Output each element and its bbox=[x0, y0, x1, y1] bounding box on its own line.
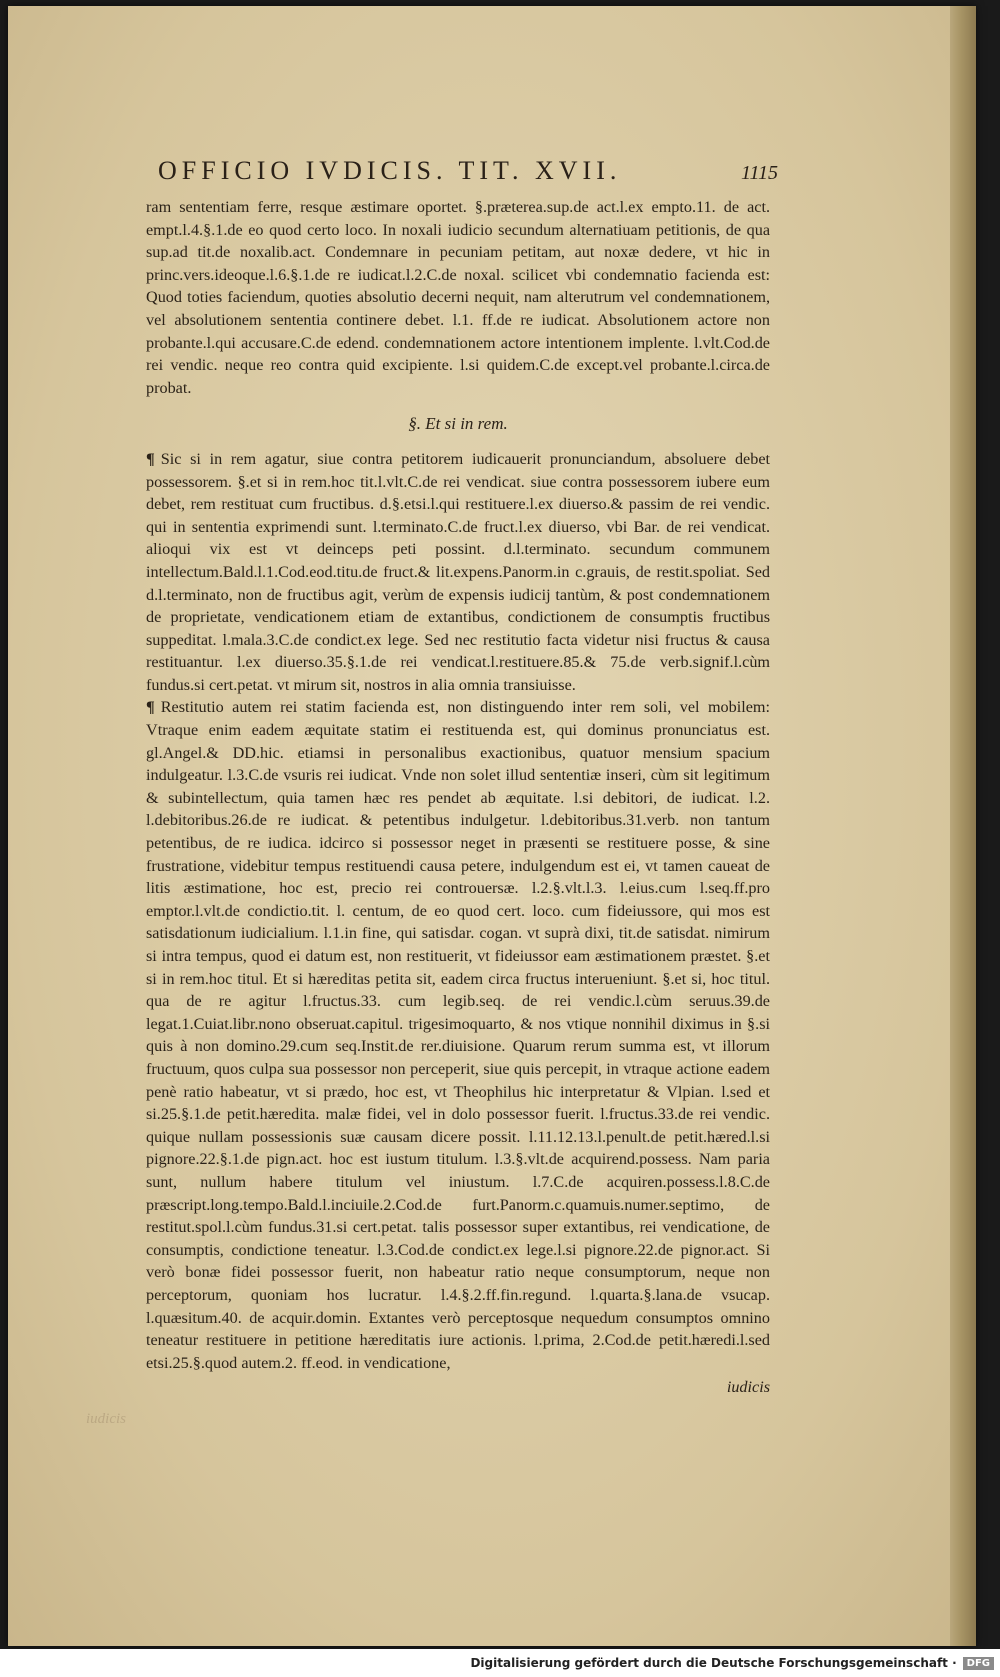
book-page bbox=[8, 6, 976, 1646]
paragraph-2 bbox=[146, 448, 770, 697]
dfg-logo-icon: DFG bbox=[963, 1657, 994, 1670]
page-header bbox=[158, 156, 778, 186]
digitization-footer bbox=[0, 1649, 1000, 1677]
catchword: iudicis bbox=[726, 1378, 770, 1397]
running-title: OFFICIO IVDICIS. TIT. XVII. bbox=[158, 156, 622, 185]
pilcrow-icon: ¶ bbox=[146, 449, 155, 468]
paragraph-3 bbox=[146, 696, 770, 1374]
paragraph-3-text: Restitutio autem rei statim facienda est, non distinguendo inter rem soli, vel mobilem: Vtraque enim eadem æquitate statim ei restituenda est, qui dominus pronunciatus est. gl.Angel.& DD.hic. etiamsi in personalibus exactionibus, quatuor mensium spacium indulgeatur. l.3.C.de vsuris rei iudicat. Vnde non solet illud sententiæ inseri, cùm sit legitimum & subintellectum, quia tamen hæc res pendet ab æquitate. l.si debitori, de iudicat. l.2. l.debitoribus.26.de re iudicat. & petentibus indulgetur. l.debitoribus.31.verb. non tantum petentibus, de re iudica. idcirco si possessor neget in præsenti se restituere posse, & sine frustratione, videbitur tempus restituendi causa petere, indulgendum est ei, vt tamen caueat de litis æstimatione, hoc est, precio rei controuersæ. l.2.§.vlt.l.3. l.eius.cum l.seq.ff.pro emptor.l.vlt.de condictio.tit. l. centum, de eo quod cert. loco. cum fideiussore, qui mos est satisdationum iudicialium. l.1.in fine, qui satisdar. cogan. vt suprà dixi, tit.de satisdat. nimirum si intra tempus, quod ei datum est, non restituerit, vt fideiussor eam æstimationem præstet. §.et si in rem.hoc titul. Et si hæreditas petita sit, eadem circa fructus interueniunt. §.et si, hoc titul. qua de re agitur l.fructus.33. cum legib.seq. de rei vendic.l.cùm seruus.39.de legat.1.Cuiat.libr.nono obseruat.capitul. trigesimoquarto, & nos vtique nonnihil diximus in §.si quis à non domino.29.cum seq.Instit.de rer.diuisione. Quarum rerum summa est, vt illorum fructuum, quos culpa sua possessor non perceperit, siue quis percepit, in vtraque actione eadem penè ratio habeatur, vt si prædo, hoc est, vt Theophilus hic interpretatur & Vlpian. l.sed et si.25.§.1.de petit.hæredita. malæ fidei, vel in dolo possessor fuerit. l.fructus.33.de rei vendic. quique nullam possessionis suæ causam dicere possit. l.11.12.13.l.penult.de petit.hæred.l.si pignore.22.§.1.de pign.act. hoc est iustum titulum. l.3.§.vlt.de acquirend.possess. Nam paria sunt, nullum habere titulum vel iniustum. l.7.C.de acquiren.possess.l.8.C.de præscript.long.tempo.Bald.l.inciuile.2.Cod.de furt.Panorm.c.quamuis.numer.septimo, de restitut.spol.l.cùm fundus.31.si cert.petat. talis possessor super extantibus, rei vendicatione, de consumptis, condictione teneatur. l.3.Cod.de condict.ex lege.l.si pignore.22.de pignor.act. Si verò bonæ fidei possessor fuerit, non habeatur ratio neque consumptorum, neque non perceptorum, quoniam hos lucratur. l.4.§.2.ff.fin.regund. l.quarta.§.lana.de vsucap. l.quæsitum.40. de acquir.domin. Extantes verò perceptosque nequedum consumptos omnino teneatur restituere in petitione hæreditatis iure actionis. l.prima, 2.Cod.de petit.hæredi.l.sed etsi.25.§.quod autem.2. ff.eod. in vendicatione, bbox=[146, 698, 770, 1372]
pilcrow-icon: ¶ bbox=[146, 698, 155, 717]
paragraph-2-text: Sic si in rem agatur, siue contra petitorem iudicauerit pronunciandum, absoluere debet possessorem. §.et si in rem.hoc tit.l.vlt.C.de rei vendicat. siue contra possessorem iubere eum debet, rem restituat cum fructibus. d.§.etsi.l.qui restituere.l.ex diuerso.& passim de rei vendic. qui in sententia exprimendi sunt. l.terminato.C.de fruct.l.ex diuerso, vbi Bar. de rei vendicat. alioqui vix est vt deinceps peti possint. d.l.terminato. secundum communem intellectum.Bald.l.1.Cod.eod.titu.de fruct.& lit.expens.Panorm.in c.grauis, de restit.spoliat. Sed d.l.terminato, non de fructibus agit, verùm de expensis iudicij tantùm, & post condemnationem de proprietate, vendicationem etiam de extantibus, condictionem de consumptis fructibus suppeditat. l.mala.3.C.de condict.ex lege. Sed nec restitutio facta videtur nisi fructus & causa restituantur. l.ex diuerso.35.§.1.de rei vendicat.l.restituere.85.& 75.de verb.signif.l.cùm fundus.si cert.petat. vt mirum sit, nostros in alia omnia transiuisse. bbox=[146, 449, 770, 694]
section-heading: §. Et si in rem. bbox=[408, 414, 508, 434]
folio-number: 1115 bbox=[740, 162, 778, 184]
page-fore-edge bbox=[950, 6, 976, 1646]
text-body bbox=[146, 196, 770, 1399]
dfg-credit: Digitalisierung gefördert durch die Deutsche Forschungsgemeinschaft · bbox=[470, 1656, 957, 1670]
paragraph-1: ram sententiam ferre, resque æstimare oportet. §.præterea.sup.de act.l.ex empto.11. de act. empt.l.4.§.1.de eo quod certo loco. In noxali iudicio secundum alternatiuam petitionis, de qua sup.ad tit.de noxalib.act. Condemnare in pecuniam petitam, aut noxæ dedere, vt hic in princ.vers.ideoque.l.6.§.1.de re iudicat.l.2.C.de noxal. scilicet vbi condemnatio facienda est: Quod toties faciendum, quoties absolutio decerni nequit, nam alterutrum vel condemnationem, vel absolutionem sententia continere debet. l.1. ff.de re iudicat. Absolutionem actore non probante.l.qui accusare.C.de edend. condemnationem actore intentionem implente. l.vlt.Cod.de rei vendic. neque reo contra quid excipiente. l.si quidem.C.de except.vel probante.l.circa.de probat. bbox=[146, 198, 770, 397]
offset-text: iudicis bbox=[86, 1411, 126, 1427]
